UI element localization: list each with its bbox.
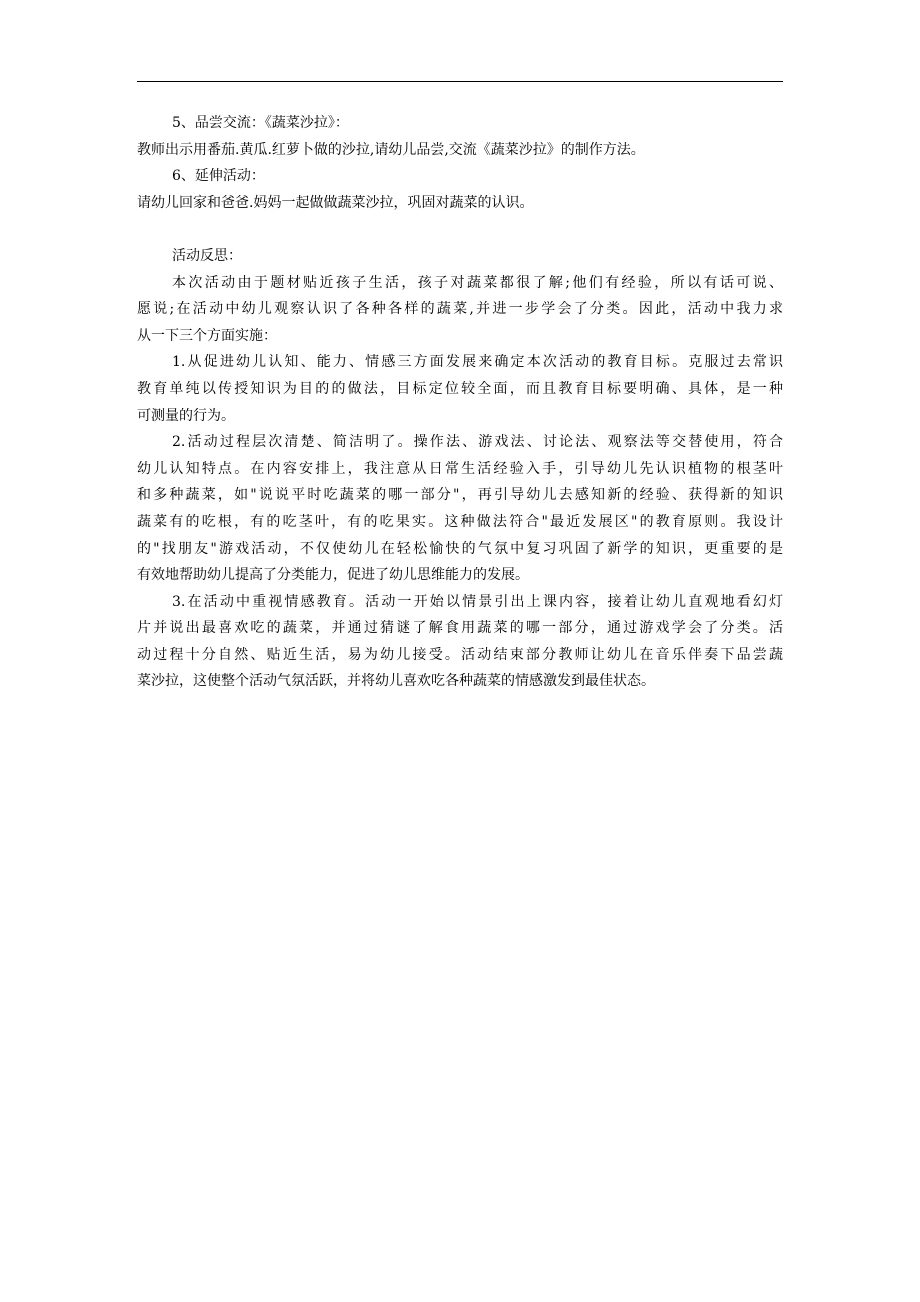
reflection-point-1-line: 教育单纯以传授知识为目的的做法，目标定位较全面，而且教育目标要明确、具体，是一种 [137, 380, 783, 397]
section-6-body: 请幼儿回家和爸爸.妈妈一起做做蔬菜沙拉，巩固对蔬菜的认识。 [137, 194, 534, 211]
reflection-point-2-line: 蔬菜有的吃根，有的吃茎叶，有的吃果实。这种做法符合"最近发展区"的教育原则。我设计 [137, 513, 783, 530]
reflection-point-2-line: 和多种蔬菜，如"说说平时吃蔬菜的哪一部分"，再引导幼儿去感知新的经验、获得新的知识 [137, 487, 783, 504]
reflection-point-3-line: 3.在活动中重视情感教育。活动一开始以情景引出上课内容，接着让幼儿直观地看幻灯 [172, 593, 783, 610]
reflection-intro-line: 愿说;在活动中幼儿观察认识了各种各样的蔬菜,并进一步学会了分类。因此，活动中我力求 [137, 301, 783, 318]
reflection-point-3-line: 片并说出最喜欢吃的蔬菜，并通过猜谜了解食用蔬菜的哪一部分，通过游戏学会了分类。活 [137, 620, 783, 637]
reflection-point-3-line: 动过程十分自然、贴近生活，易为幼儿接受。活动结束部分教师让幼儿在音乐伴奏下品尝蔬 [137, 646, 783, 663]
paragraph-gap [137, 216, 783, 243]
header-rule [137, 81, 783, 82]
reflection-point-2-line: 2.活动过程层次清楚、简洁明了。操作法、游戏法、讨论法、观察法等交替使用，符合 [172, 434, 783, 451]
reflection-point-1-line: 1.从促进幼儿认知、能力、情感三方面发展来确定本次活动的教育目标。克服过去常识 [172, 354, 783, 371]
reflection-point-2-line: 有效地帮助幼儿提高了分类能力，促进了幼儿思维能力的发展。 [137, 567, 529, 584]
reflection-point-2-line: 幼儿认知特点。在内容安排上，我注意从日常生活经验入手，引导幼儿先认识植物的根茎叶 [137, 460, 783, 477]
reflection-point-2-line: 的"找朋友"游戏活动，不仅使幼儿在轻松愉快的气氛中复习巩固了新学的知识，更重要的是 [137, 540, 783, 557]
section-5-body: 教师出示用番茄.黄瓜.红萝卜做的沙拉,请幼儿品尝,交流《蔬菜沙拉》的制作方法。 [137, 141, 645, 158]
reflection-intro-line: 本次活动由于题材贴近孩子生活，孩子对蔬菜都很了解;他们有经验，所以有话可说、 [172, 274, 783, 291]
reflection-point-3-line: 菜沙拉，这使整个活动气氛活跃，并将幼儿喜欢吃各种蔬菜的情感激发到最佳状态。 [137, 673, 655, 690]
reflection-intro-line: 从一下三个方面实施： [137, 327, 277, 344]
section-5-heading: 5、品尝交流：《蔬菜沙拉》： [172, 115, 349, 131]
section-6-heading: 6、延伸活动： [172, 168, 265, 185]
reflection-title: 活动反思： [172, 247, 242, 264]
document-body [137, 110, 783, 695]
reflection-point-1-line: 可测量的行为。 [137, 407, 235, 424]
